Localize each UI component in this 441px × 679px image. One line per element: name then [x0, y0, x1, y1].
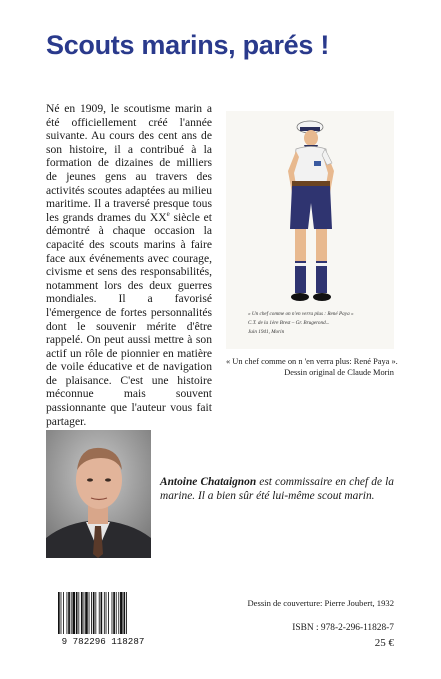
barcode-bar: [61, 592, 62, 634]
handwritten-note-line-2: C.T. de la 1ère Brest – Gr. Brugerond...: [248, 320, 330, 326]
book-price: 25 €: [374, 637, 394, 649]
barcode-bar: [68, 592, 70, 634]
barcode-bar: [81, 592, 83, 634]
barcode-bar: [85, 592, 88, 634]
barcode-bar: [76, 592, 78, 634]
handwritten-note-line-3: Juin 1941, Morin: [248, 329, 285, 335]
handwritten-note-line-1: « Un chef comme on n'en verra plus : René Paya »: [248, 311, 354, 317]
barcode-digits: 9 782296 118287: [61, 636, 145, 646]
barcode-bars: [54, 590, 152, 646]
author-portrait: [46, 430, 151, 558]
book-title: Scouts marins, parés !: [46, 30, 330, 60]
author-description: est commissaire en chef de la marine. Il a bien sûr été lui-même scout marin.: [160, 476, 394, 502]
isbn-barcode: [54, 590, 152, 646]
barcode-bar: [106, 592, 107, 634]
barcode-bar: [89, 592, 90, 634]
isbn-number: ISBN : 978-2-296-11828-7: [292, 623, 394, 633]
century-superscript: e: [166, 209, 170, 218]
author-name: Antoine Chataignon: [160, 476, 257, 488]
barcode-bar: [67, 592, 68, 634]
barcode-bar: [126, 592, 127, 634]
author-biography: [160, 475, 394, 503]
barcode-bar: [108, 592, 109, 634]
barcode-bar: [104, 592, 105, 634]
barcode-bar: [63, 592, 64, 634]
scout-illustration: [226, 111, 394, 349]
author-photo: [46, 430, 151, 558]
caption-credit: Dessin original de Claude Morin: [284, 368, 394, 377]
scout-drawing: [226, 111, 394, 349]
back-cover-summary: [46, 102, 212, 428]
barcode-bar: [91, 592, 92, 634]
barcode-bar: [113, 592, 115, 634]
caption-quote: « Un chef comme on n 'en verra plus: René Paya ».: [226, 357, 398, 366]
barcode-bar: [58, 592, 60, 634]
barcode-bar: [123, 592, 125, 634]
barcode-bar: [78, 592, 79, 634]
summary-part-1: Né en 1909, le scoutisme marin a été officiellement créé l'année suivante. Au cours des cent ans de son histoire, il a contribué à la formation de dizaines de milliers de jeunes gens au travers des activités scoutes adaptées au milieu maritime. Il a traversé presque tous les grands drames du XX: [46, 102, 212, 224]
barcode-bar: [120, 592, 123, 634]
barcode-bar: [116, 592, 117, 634]
barcode-bar: [93, 592, 95, 634]
barcode-bar: [71, 592, 72, 634]
barcode-bar: [112, 592, 113, 634]
barcode-bar: [84, 592, 85, 634]
barcode-bar: [118, 592, 119, 634]
cover-illustration-credit: Dessin de couverture: Pierre Joubert, 1932: [247, 598, 394, 608]
barcode-bar: [99, 592, 100, 634]
summary-part-2: siècle et démontré à chaque occasion la capacité des scouts marins à faire face aux événements avec courage, civisme et sens des responsabilités, notamment lors des deux guerres mondiales. Il a favorisé l'émergence de fortes personnalités dont le souvenir mérite d'être rappelé. On peut aussi mettre à son actif un rôle de pionnier en matière de voile éducative et de navigation de plaisance. C'est une histoire méconnue mais souvent passionnante que l'auteur vous fait partager.: [46, 210, 212, 428]
barcode-bar: [72, 592, 75, 634]
barcode-bar: [101, 592, 103, 634]
illustration-caption: [226, 356, 398, 378]
barcode-bar: [95, 592, 96, 634]
